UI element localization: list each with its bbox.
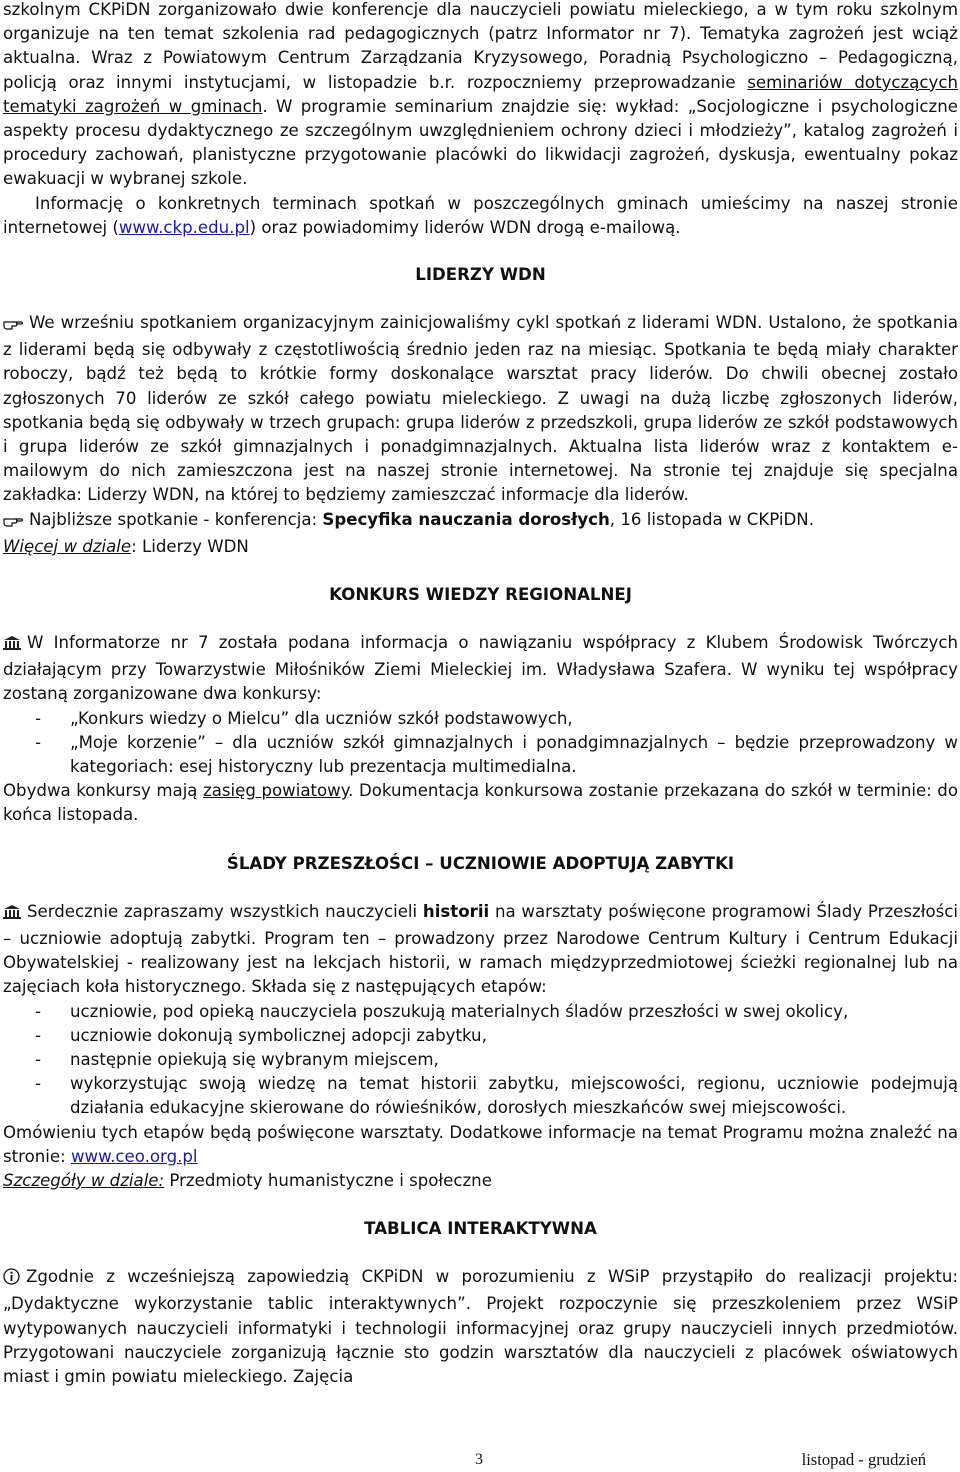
hand-pointing-icon bbox=[3, 511, 23, 535]
section-heading-liderzy: LIDERZY WDN bbox=[415, 265, 546, 285]
slady-paragraph-2 bbox=[3, 1121, 958, 1169]
liderzy-conference-title: Specyfika nauczania dorosłych bbox=[322, 509, 610, 529]
slady-text-end: na warsztaty poświęcone programowi Ślady Przeszłości – uczniowie adoptują zabytki. Program ten – prowadzony przez Narodowe Centrum Kultury i Centrum Edukacji Obywatelskiej - realizowany jest na lekcjach historii, w ramach międzyprzedmiotowej ścieżki regionalnej lub na zajęciach koła historycznego. Składa się z następujących etapów: bbox=[3, 901, 958, 997]
building-columns-icon bbox=[3, 903, 21, 927]
details-in-section-link[interactable]: Szczegóły w dziale: bbox=[3, 1170, 165, 1190]
slady-subject: historii bbox=[422, 901, 490, 921]
more-in-section-link[interactable]: Więcej w dziale bbox=[3, 536, 132, 556]
intro-text: szkolnym CKPiDN zorganizowało dwie konferencje dla nauczycieli powiatu mieleckiego, a w tym roku szkolnym organizuje na ten temat szkolenia rad pedagogicznych (patrz Informator nr 7). Tematyka zagrożeń jest wciąż aktualna. Wraz z Powiatowym Centrum Zarządzania Kryzysowego, Poradnią Psychologiczno – Pedagogiczną, policją oraz innymi instytucjami, w listopadzie b.r. rozpoczniemy przeprowadzanie bbox=[3, 0, 958, 92]
hand-pointing-icon bbox=[3, 314, 23, 338]
list-item-text: uczniowie, pod opieką nauczyciela poszukują materialnych śladów przeszłości w swej okolicy, bbox=[70, 1001, 849, 1021]
intro-p2-text: Informację o konkretnych terminach spotkań w poszczególnych gminach umieścimy na naszej stronie internetowej ( bbox=[3, 193, 958, 237]
page-number: 3 bbox=[475, 1451, 483, 1468]
list-item-text: następnie opiekują się wybranym miejscem, bbox=[70, 1049, 439, 1069]
intro-text-end: . W programie seminarium znajdzie się: wykład: „Socjologiczne i psychologiczne aspekty procesu dydaktycznego ze szczególnym uwzględnieniem ochrony dzieci i młodzieży”, katalog zagrożeń i procedury zachowań, planistyczne przygotowanie placówki do likwidacji zagrożeń, dyskusja, ewentualny pokaz ewakuacji w wybranej szkole. bbox=[3, 96, 958, 189]
konkurs-list bbox=[3, 707, 958, 780]
details-in-section-target: Przedmioty humanistyczne i społeczne bbox=[164, 1170, 492, 1190]
konkurs-paragraph bbox=[3, 631, 958, 707]
liderzy-next-meeting-end: , 16 listopada w CKPiDN. bbox=[609, 509, 814, 529]
list-item: - wykorzystując swoją wiedzę na temat historii zabytku, miejscowości, regionu, uczniowie podejmują działania edukacyjne skierowane do rówieśników, dorosłych mieszkańców swej miejscowości. bbox=[35, 1074, 958, 1118]
konkurs-paragraph-2 bbox=[3, 779, 958, 827]
slady-text: Serdecznie zapraszamy wszystkich nauczycieli bbox=[27, 901, 423, 921]
section-heading-tablica: TABLICA INTERAKTYWNA bbox=[364, 1219, 597, 1239]
info-circle-icon bbox=[3, 1268, 20, 1292]
issue-period: listopad - grudzień bbox=[801, 1450, 926, 1469]
tablica-text: Zgodnie z wcześniejszą zapowiedzią CKPiDN w porozumieniu z WSiP przystąpiło do realizacji projektu: „Dydaktyczne wykorzystanie tablic interaktywnych”. Projekt rozpoczynie się przeszkoleniem przez WSiP wytypowanych nauczycieli informatyki i technologii informacyjnej oraz grupy nauczycieli innych przedmiotów. Przygotowani nauczyciele zorganizują łącznie sto godzin warsztatów dla nauczycieli z placówek oświatowych miast i gmin powiatu mieleckiego. Zajęcia bbox=[3, 1267, 958, 1386]
document-page bbox=[3, 0, 958, 1389]
konkurs-scope: zasięg powiatowy bbox=[203, 781, 349, 801]
ceo-website-link[interactable]: www.ceo.org.pl bbox=[70, 1146, 198, 1166]
list-item-text: „Konkurs wiedzy o Mielcu” dla uczniów szkół podstawowych, bbox=[70, 708, 573, 728]
konkurs-p2-end: . Dokumentacja konkursowa zostanie przekazana do szkół w terminie: do końca listopada. bbox=[3, 781, 958, 825]
list-item: - następnie opiekują się wybranym miejscem, bbox=[35, 1049, 439, 1069]
slady-paragraph bbox=[3, 900, 958, 1000]
slady-details bbox=[3, 1169, 958, 1193]
slady-list bbox=[3, 1000, 958, 1121]
list-item-text: wykorzystując swoją wiedzę na temat historii zabytku, miejscowości, regionu, uczniowie podejmują działania edukacyjne skierowane do rówieśników, dorosłych mieszkańców swej miejscowości. bbox=[70, 1074, 958, 1118]
liderzy-paragraph-2 bbox=[3, 508, 958, 535]
liderzy-paragraph bbox=[3, 311, 958, 508]
intro-paragraph-2 bbox=[3, 192, 958, 240]
list-item: - „Moje korzenie” – dla uczniów szkół gimnazjalnych i ponadgimnazjalnych – będzie przeprowadzony w kategoriach: esej historyczny lub prezentacja multimedialna. bbox=[35, 732, 958, 777]
slady-p2-text: Omówieniu tych etapów będą poświęcone warsztaty. Dodatkowe informacje na temat Programu można znaleźć na stronie: bbox=[3, 1122, 958, 1166]
tablica-paragraph bbox=[3, 1265, 958, 1389]
section-heading-konkurs: KONKURS WIEDZY REGIONALNEJ bbox=[329, 585, 632, 605]
list-item-text: uczniowie dokonują symbolicznej adopcji zabytku, bbox=[70, 1025, 487, 1045]
list-item: - „Konkurs wiedzy o Mielcu” dla uczniów szkół podstawowych, bbox=[35, 708, 573, 728]
page-footer bbox=[0, 1448, 960, 1472]
konkurs-p2-text: Obydwa konkursy mają bbox=[3, 781, 204, 801]
intro-paragraph bbox=[3, 0, 958, 192]
liderzy-text: We wrześniu spotkaniem organizacyjnym zainicjowaliśmy cykl spotkań z liderami WDN. Ustalono, że spotkania z liderami będą się odbywały z częstotliwością średnio jeden raz na miesiąc. Spotkania te będą miały charakter roboczy, bądź też będą to krótkie formy doskonalące warsztat pracy liderów. Do chwili obecnej zostało zgłoszonych 70 liderów ze szkół całego powiatu mieleckiego. Z uwagi na dużą liczbę zgłoszonych liderów, spotkania będą się odbywały w trzech grupach: grupa liderów z przedszkoli, grupa liderów ze szkół podstawowych i grupa liderów ze szkół gimnazjalnych i ponadgimnazjalnych. Aktualna lista liderów wraz z kontaktem e-mailowym do nich zamieszczona jest na naszej stronie internetowej. Na stronie tej znajduje się specjalna zakładka: Liderzy WDN, na której to będziemy zamieszczać informacje dla liderów. bbox=[3, 313, 958, 505]
konkurs-text: W Informatorze nr 7 została podana informacja o nawiązaniu współpracy z Klubem Środowisk Twórczych działającym przy Towarzystwie Miłośników Ziemi Mieleckiej im. Władysława Szafera. W wyniku tej współpracy zostaną zorganizowane dwa konkursy: bbox=[3, 633, 958, 704]
intro-p2-end: ) oraz powiadomimy liderów WDN drogą e-mailową. bbox=[249, 217, 681, 237]
liderzy-more bbox=[3, 535, 958, 559]
list-item-text: „Moje korzenie” – dla uczniów szkół gimnazjalnych i ponadgimnazjalnych – będzie przeprowadzony w kategoriach: esej historyczny lub prezentacja multimedialna. bbox=[70, 732, 958, 777]
intro-underlined: seminariów dotyczących tematyki zagrożeń w gminach bbox=[3, 72, 958, 116]
list-item: - uczniowie dokonują symbolicznej adopcji zabytku, bbox=[35, 1025, 487, 1045]
list-item: - uczniowie, pod opieką nauczyciela poszukują materialnych śladów przeszłości w swej okolicy, bbox=[35, 1001, 849, 1021]
section-heading-slady: ŚLADY PRZESZŁOŚCI – UCZNIOWIE ADOPTUJĄ ZABYTKI bbox=[226, 853, 735, 873]
liderzy-next-meeting-text: Najbliższe spotkanie - konferencja: bbox=[29, 509, 323, 529]
building-columns-icon bbox=[3, 634, 21, 658]
ckp-website-link[interactable]: www.ckp.edu.pl bbox=[118, 217, 250, 237]
more-in-section-target: : Liderzy WDN bbox=[131, 536, 249, 556]
